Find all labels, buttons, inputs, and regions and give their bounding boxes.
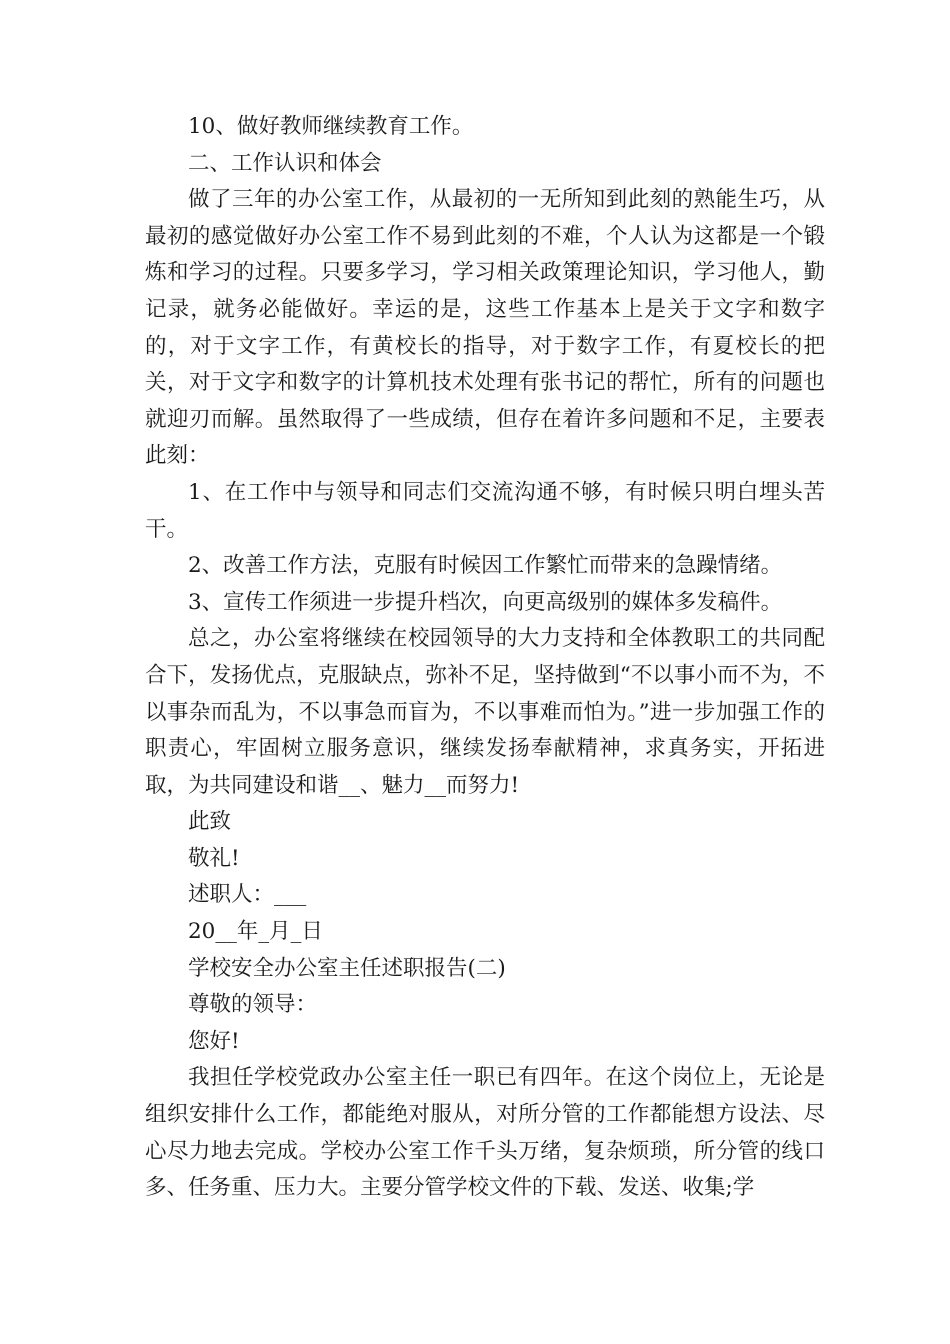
- list-item-communication: 1、在工作中与领导和同志们交流沟通不够，有时候只明白埋头苦干。: [145, 479, 825, 542]
- greeting-hello: 您好!: [188, 1028, 240, 1054]
- list-item-continuing-education: 10、做好教师继续教育工作。: [188, 114, 474, 139]
- list-item-publicity: 3、宣传工作须进一步提升档次，向更高级别的媒体多发稿件。: [188, 589, 783, 615]
- report-title-2: 学校安全办公室主任述职报告(二): [188, 955, 506, 981]
- body-paragraph-intro-2: 我担任学校党政办公室主任一职已有四年。在这个岗位上，无论是组织安排什么工作，都能绝对服从，对所分管的工作都能想方设法、尽心尽力地去完成。学校办公室工作千头万绪，复杂烦琐，所分管的线口多、任务重、压力大。主要分管学校文件的下载、发送、收集;学: [145, 1065, 825, 1201]
- body-paragraph-conclusion: 总之，办公室将继续在校园领导的大力支持和全体教职工的共同配合下，发扬优点，克服缺点，弥补不足，坚持做到“不以事小而不为，不以事杂而乱为，不以事急而盲为，不以事难而怕为。”进一步加强工作的职责心，牢固树立服务意识，继续发扬奉献精神，求真务实，开拓进取，为共同建设和谐__、魅力__而努力!: [145, 626, 825, 798]
- closing-salutation: 此致: [188, 809, 232, 835]
- section-heading-work-insights: 二、工作认识和体会: [188, 150, 382, 176]
- greeting-addressee: 尊敬的领导：: [188, 992, 318, 1018]
- list-item-work-method: 2、改善工作方法，克服有时候因工作繁忙而带来的急躁情绪。: [188, 553, 783, 579]
- body-paragraph-office-experience: 做了三年的办公室工作，从最初的一无所知到此刻的熟能生巧，从最初的感觉做好办公室工作不易到此刻的不难，个人认为这都是一个锻炼和学习的过程。只要多学习，学习相关政策理论知识，学习他人，勤记录，就务必能做好。幸运的是，这些工作基本上是关于文字和数字的，对于文字工作，有黄校长的指导，对于数字工作，有夏校长的把关，对于文字和数字的计算机技术处理有张书记的帮忙，所有的问题也就迎刃而解。虽然取得了一些成绩，但存在着许多问题和不足，主要表此刻：: [145, 187, 825, 469]
- signature-line: 述职人：___: [188, 882, 307, 908]
- closing-regards: 敬礼!: [188, 845, 240, 871]
- document-body: [145, 109, 825, 1207]
- date-line: 20__年_月_日: [188, 919, 323, 945]
